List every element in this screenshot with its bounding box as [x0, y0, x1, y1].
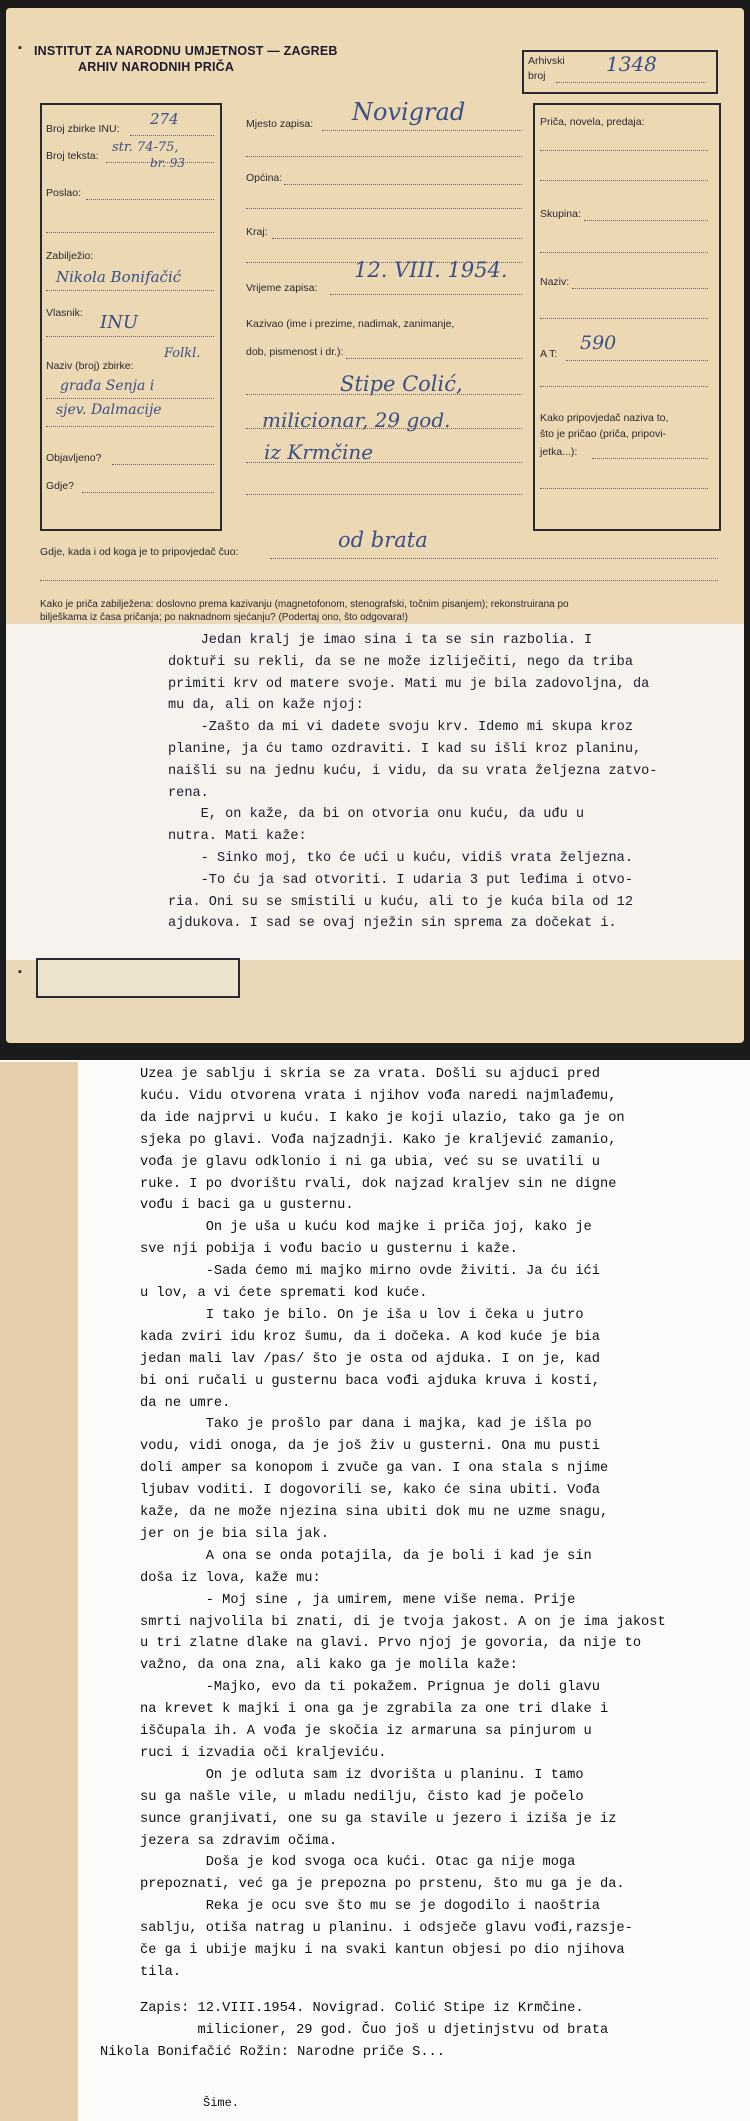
rule — [40, 580, 718, 581]
typed-line: ajdukova. I sad se ovaj nježin sin sprema za dočekat i. — [168, 916, 617, 932]
rule — [330, 294, 522, 295]
rule — [592, 458, 708, 459]
typed-line: I tako je bilo. On je iša u lov i čeka u jutro — [140, 1307, 584, 1323]
typed-line: Reka je ocu sve što mu se je dogodilo i naoštria — [140, 1899, 600, 1915]
zbirka-label: Broj zbirke INU: — [46, 123, 120, 135]
zbirka-value: 274 — [150, 110, 179, 128]
rule — [246, 428, 522, 429]
page-2-extra: Šime. — [203, 2096, 240, 2110]
naziv-zbirke-label: Naziv (broj) zbirke: — [46, 360, 134, 372]
bottom-stub-box — [36, 958, 240, 998]
typed-line: sablju, otiša natrag u planinu. i odsječe glavu vođi,razsje- — [140, 1921, 633, 1937]
institute-title: INSTITUT ZA NARODNU UMJETNOST — ZAGREB — [34, 44, 338, 58]
rule — [82, 492, 214, 493]
kazivao-value-3: iz Krmčine — [264, 440, 374, 464]
rule — [272, 238, 522, 239]
footnote-line-1: Kako je priča zabilježena: doslovno prema kazivanju (magnetofonom, stenografski, točnim pisanjem); rekonstruirana po — [40, 599, 569, 610]
skupina-label: Skupina: — [540, 208, 581, 220]
typed-line: sve nji pobija i vođu bacio u gusternu i kaže. — [140, 1242, 518, 1258]
typed-line: kada zviri idu kroz šumu, da i dočeka. A kod kuće je bia — [140, 1329, 600, 1345]
typed-line: primiti krv od matere svoje. Mati mu je bila zadovoljna, da — [168, 676, 650, 692]
kazivao-label-1: Kazivao (ime i prezime, nadimak, zanimanje, — [246, 318, 455, 330]
rule — [540, 150, 708, 151]
rule — [46, 336, 214, 337]
typed-line: u tri zlatne dlake na glavi. Prvo njoj je govoria, da nije to — [140, 1636, 642, 1652]
rule — [572, 288, 708, 289]
opcina-label: Općina: — [246, 172, 283, 184]
typed-line: važno, da ona zna, ali kako ga je molila kaže: — [140, 1658, 518, 1674]
typed-line: milicioner, 29 god. Čuo još u djetinjstvu od brata — [140, 2022, 609, 2038]
mjesto-value: Novigrad — [352, 98, 466, 126]
kako-label-2: što je pričao (priča, pripovi- — [540, 428, 667, 440]
gdje-kada-label: Gdje, kada i od koga je to pripovjedač čuo: — [40, 546, 239, 558]
typed-line: On je uša u kuću kod majke i priča joj, kako je — [140, 1220, 592, 1236]
archive-title: ARHIV NARODNIH PRIČA — [78, 60, 235, 74]
kazivao-value-1: Stipe Colić, — [340, 372, 463, 396]
vrijeme-label: Vrijeme zapisa: — [246, 282, 318, 294]
typed-line: Zapis: 12.VIII.1954. Novigrad. Colić Stipe iz Krmčine. — [140, 2000, 584, 2016]
vrijeme-value: 12. VIII. 1954. — [354, 258, 508, 282]
typed-line: On je odluta sam iz dvorišta u planinu. I tamo — [140, 1767, 584, 1783]
rule — [284, 184, 522, 185]
typed-line: doša iz lova, kaže mu: — [140, 1570, 321, 1586]
page-2-margin-strip — [0, 1062, 78, 2121]
typed-line: tila. — [140, 1964, 182, 1980]
typed-line: vođu i baci ga u gusternu. — [140, 1198, 354, 1214]
kako-label-1: Kako pripovjedač naziva to, — [540, 412, 669, 424]
typed-line: planine, ja ću tamo ozdraviti. I kad su išli kroz planinu, — [168, 742, 642, 757]
typed-line: vodu, vidi onoga, da je još živ u gusterni. Ona mu pusti — [140, 1439, 600, 1455]
rule — [566, 360, 708, 361]
typed-line: da ne umre. — [140, 1395, 231, 1411]
typed-line: Uzea je sablju i skria se za vrata. Došli su ajduci pred — [140, 1067, 600, 1082]
naziv-label: Naziv: — [540, 276, 570, 288]
rule — [86, 199, 214, 200]
gdje-label: Gdje? — [46, 480, 75, 492]
rule — [246, 494, 522, 495]
typed-line: naišli su na jednu kuću, i vidu, da su vrata željezna zatvo- — [168, 763, 658, 779]
teksta-label: Broj teksta: — [46, 150, 99, 162]
typed-line: bi oni ručali u gusternu baca vođi ajduka kruva i kosti, — [140, 1373, 600, 1389]
mjesto-label: Mjesto zapisa: — [246, 118, 314, 130]
typed-line: na krevet k majki i ona ga je zgrabila za one tri dlake i — [140, 1702, 609, 1718]
typed-line: E, on kaže, da bi on otvoria onu kuću, da uđu u — [168, 807, 585, 823]
gdje-kada-value: od brata — [338, 528, 428, 552]
rule — [584, 220, 708, 221]
typed-line: rena. — [168, 785, 209, 801]
naziv-zbirke-value-1: Folkl. — [164, 346, 201, 361]
archive-number-value: 1348 — [606, 52, 657, 76]
rule — [346, 358, 522, 359]
archive-number-label-2: broj — [528, 70, 546, 82]
typed-line: sjeka po glavi. Vođa najzadnji. Kako je kraljević zamanio, — [140, 1132, 617, 1148]
typed-line: Tako je prošlo par dana i majka, kad je išla po — [140, 1417, 592, 1433]
typed-line: -To ću ja sad otvoriti. I udaria 3 put leđima i otvo- — [168, 872, 633, 888]
typed-line: da ide najprvi u kuću. I kako je koji ulazio, tako ga je on — [140, 1110, 625, 1126]
typed-line: ruke. I po dvorištu rvali, dok najzad kraljev sin ne digne — [140, 1176, 617, 1192]
typed-line: če ga i ubije majku i na svaki kantun objesi po dio njihova — [140, 1943, 625, 1958]
rule — [270, 558, 718, 559]
kazivao-label-2: dob, pismenost i dr.): — [246, 346, 344, 358]
typed-line: prepoznati, već ga je prepozna po prstenu, što mu ga je da. — [140, 1877, 625, 1893]
rule — [130, 135, 214, 136]
rule — [46, 426, 214, 427]
prica-label: Priča, novela, predaja: — [540, 116, 645, 128]
typed-line: vođa je glavu odklonio i ni ga ubia, već su se uvatili u — [140, 1154, 600, 1170]
typed-line: A ona se onda potajila, da je boli i kad je sin — [140, 1548, 592, 1564]
typed-line: doli amper sa konopom i zvuče ga van. I ona stala s njime — [140, 1461, 609, 1477]
typed-line: jezera sa zdravim očima. — [140, 1833, 338, 1849]
zabiljezio-value: Nikola Bonifačić — [56, 268, 182, 286]
typed-line: sunce granjivati, one su ga stavile u jezero i iziša je iz — [140, 1811, 617, 1827]
typed-line: ljubav voditi. I dogovorili se, kako će sina ubiti. Vođa — [140, 1483, 600, 1499]
typed-line: su ga našle vile, u mladu nedilju, čisto kad je počelo — [140, 1789, 584, 1805]
typed-line: -Majko, evo da ti pokažem. Prignua je doli glavu — [140, 1680, 600, 1696]
typed-line: jedan mali lav /pas/ što je osta od ajduka. I on je, kad — [140, 1351, 600, 1367]
rule — [46, 232, 214, 233]
kazivao-value-2: milicionar, 29 god. — [262, 408, 451, 432]
archive-number-label: Arhivski — [528, 55, 565, 67]
typed-line: - Sinko moj, tko će ući u kuću, vidiš vrata željezna. — [168, 851, 633, 866]
teksta-value: str. 74-75, — [112, 140, 179, 155]
typed-line: u lov, a vi ćete spremati kod kuće. — [140, 1286, 428, 1301]
typed-line: Jedan kralj je imao sina i ta se sin razbolia. I — [168, 633, 593, 648]
poslao-label: Poslao: — [46, 187, 82, 199]
rule — [540, 180, 708, 181]
rule — [246, 156, 522, 157]
objavljeno-label: Objavljeno? — [46, 452, 102, 464]
typed-line: Nikola Bonifačić Rožin: Narodne priče S... — [100, 2044, 445, 2060]
footnote-line-2: bilješkama iz časa pričanja; po naknadnom sjećanju? (Podertaj ono, što odgovara!) — [40, 612, 408, 623]
rule — [540, 386, 708, 387]
rule — [540, 488, 708, 489]
teksta-value-2: br. 93 — [150, 156, 185, 170]
naziv-zbirke-value-2: građa Senja i — [60, 378, 155, 394]
rule — [106, 162, 214, 163]
scan-page-1 — [0, 0, 750, 1060]
typed-line: - Moj sine , ja umirem, mene više nema. Prije — [140, 1592, 576, 1608]
typed-line: kaže, da ne može njezina sina ubiti dok mu ne uzme snagu, — [140, 1505, 609, 1520]
vlasnik-label: Vlasnik: — [46, 307, 83, 319]
typed-line: mu da, ali on kaže njoj: — [168, 698, 364, 714]
hole-mark: ▪ — [18, 42, 22, 54]
typed-line: smrti najvolila bi znati, di je tvoja jakost. A on je ima jakost — [140, 1614, 666, 1630]
typed-line: ria. Oni su se smistili u kuću, ali to je kuća bila od 12 — [168, 894, 633, 910]
typed-line: jer on je bia sila jak. — [140, 1526, 329, 1542]
typed-line: nutra. Mati kaže: — [168, 829, 307, 845]
hole-mark: ▪ — [18, 966, 22, 978]
typed-line: iščupala ih. A vođa je skočia iz armaruna sa pinjurom u — [140, 1724, 592, 1739]
right-field-box — [533, 103, 721, 531]
typed-line: -Sada ćemo mi majko mirno ovde živiti. Ja ću ići — [140, 1264, 600, 1280]
typed-line: ruci i izvadia oči kraljeviću. — [140, 1745, 387, 1761]
at-label: A T: — [540, 348, 558, 360]
rule — [322, 130, 522, 131]
rule — [540, 252, 708, 253]
typed-line: Doša je kod svoga oca kući. Otac ga nije moga — [140, 1855, 576, 1871]
typed-line: -Zašto da mi vi dadete svoju krv. Idemo mi skupa kroz — [168, 720, 633, 736]
naziv-zbirke-value-3: sjev. Dalmacije — [56, 402, 162, 418]
rule — [112, 464, 214, 465]
rule — [246, 394, 522, 395]
kraj-label: Kraj: — [246, 226, 268, 238]
rule — [246, 208, 522, 209]
zabiljezio-label: Zabilježio: — [46, 250, 94, 262]
rule — [46, 290, 214, 291]
at-value: 590 — [580, 332, 617, 354]
typed-line: kuću. Vidu otvorena vrata i njihov vođa naredi najmlađemu, — [140, 1088, 617, 1104]
rule — [540, 318, 708, 319]
typed-line: doktuři su rekli, da se ne može izliječiti, nego da triba — [168, 654, 633, 670]
rule — [556, 82, 706, 83]
rule — [46, 398, 214, 399]
rule — [246, 462, 522, 463]
vlasnik-value: INU — [100, 312, 139, 333]
kako-label-3: jetka...): — [540, 446, 578, 458]
